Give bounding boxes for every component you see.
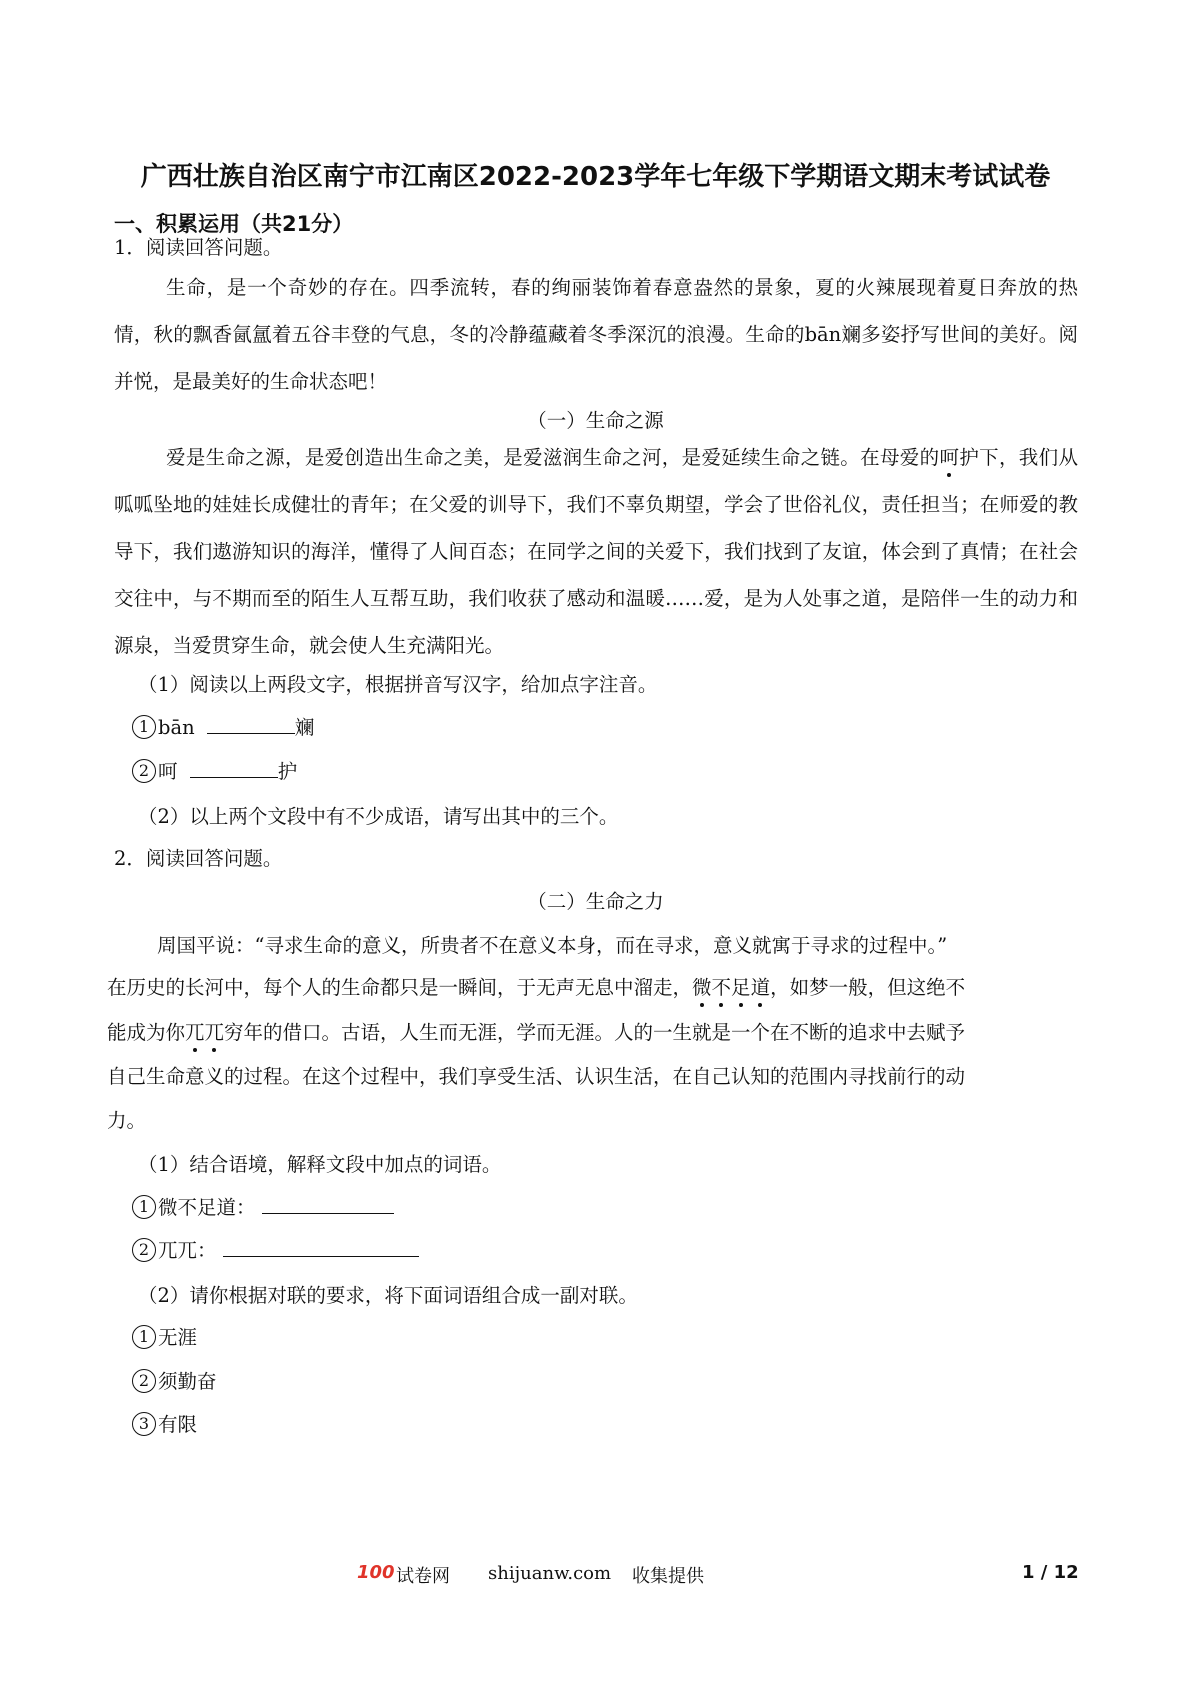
circled-number: 2 — [132, 1238, 156, 1262]
circled-number: 2 — [132, 759, 156, 783]
q1-sub-2: （2）以上两个文段中有不少成语，请写出其中的三个。 — [138, 805, 619, 828]
site-url[interactable]: shijuanw.com — [488, 1563, 612, 1584]
q2-sub-2: （2）请你根据对联的要求，将下面词语组合成一副对联。 — [138, 1284, 638, 1307]
q1-sub-1: （1）阅读以上两段文字，根据拼音写汉字，给加点字注音。 — [138, 673, 658, 696]
circled-number: 1 — [132, 1195, 156, 1219]
answer-blank[interactable] — [190, 759, 278, 778]
dotted-char: 兀 — [185, 1021, 205, 1044]
option-3 — [132, 1409, 197, 1438]
question-1-intro: 生命，是一个奇妙的存在。四季流转，春的绚丽装饰着春意盎然的景象，夏的火辣展现着夏日奔放的热情，秋的飘香氤氲着五谷丰登的气息，冬的冷静蕴藏着冬季深沉的浪漫。生命的bān斓多姿抒写世间的美好。阅并悦，是最美好的生命状态吧！ — [114, 276, 1078, 393]
passage-2-line-1: 周国平说：“寻求生命的意义，所贵者不在意义本身，而在寻求，意义就寓于寻求的过程中。” — [157, 934, 948, 957]
passage-2-line-4: 自己生命意义的过程。在这个过程中，我们享受生活、认识生活，在自己认知的范围内寻找前行的动 — [107, 1065, 966, 1088]
passage-2-line-2 — [107, 972, 965, 1000]
dotted-char: 道 — [750, 976, 771, 999]
char-text: 斓 — [294, 716, 315, 739]
circled-number: 2 — [132, 1369, 156, 1393]
char-text: 呵 — [158, 760, 178, 783]
term-text: 兀兀： — [158, 1239, 217, 1262]
site-logo: 100 — [357, 1562, 395, 1583]
text: ，如梦一般，但这绝不 — [770, 976, 966, 999]
term-text: 微不足道： — [158, 1196, 256, 1219]
site-name: 试卷网 — [396, 1566, 450, 1587]
option-2 — [132, 1366, 217, 1395]
option-text: 须勤奋 — [158, 1370, 217, 1393]
text: 能成为你 — [107, 1021, 186, 1044]
q2-item-2 — [132, 1235, 419, 1264]
text: 在历史的长河中，每个人的生命都只是一瞬间，于无声无息中溜走， — [107, 976, 693, 999]
part-2-title: （二）生命之力 — [527, 890, 664, 913]
circled-number: 1 — [132, 715, 156, 739]
dotted-char: 呵 — [939, 446, 960, 469]
answer-blank[interactable] — [207, 715, 295, 734]
q2-sub-1: （1）结合语境，解释文段中加点的词语。 — [138, 1153, 502, 1176]
dotted-char: 足 — [731, 976, 751, 999]
answer-blank[interactable] — [262, 1195, 394, 1214]
q1-item-2 — [132, 756, 297, 785]
dotted-char: 不 — [711, 976, 732, 999]
dotted-char: 微 — [692, 976, 712, 999]
page-footer — [0, 1562, 1191, 1592]
char-text: 护 — [277, 760, 298, 783]
circled-number: 3 — [132, 1412, 156, 1436]
passage-1-text-a: 爱是生命之源，是爱创造出生命之美，是爱滋润生命之河，是爱延续生命之链。在母爱的 — [166, 446, 940, 469]
page-number: 1 / 12 — [1022, 1562, 1079, 1583]
passage-2-line-5: 力。 — [107, 1109, 147, 1132]
circled-number: 1 — [132, 1325, 156, 1349]
passage-1 — [114, 434, 1078, 669]
credit-text: 收集提供 — [632, 1566, 704, 1587]
q1-item-1 — [132, 712, 314, 741]
option-1 — [132, 1322, 197, 1351]
passage-1-text-b: 护下，我们从呱呱坠地的娃娃长成健壮的青年；在父爱的训导下，我们不辜负期望，学会了世俗礼仪，责任担当；在师爱的教导下，我们遨游知识的海洋，懂得了人间百态；在同学之间的关爱下，我们找到了友谊，体会到了真情；在社会交往中，与不期而至的陌生人互帮互助，我们收获了感动和温暖……爱，是为人处事之道，是陪伴一生的动力和源泉，当爱贯穿生命，就会使人生充满阳光。 — [114, 446, 1078, 657]
option-text: 有限 — [158, 1413, 198, 1436]
part-1-title: （一）生命之源 — [527, 409, 664, 432]
question-2-label: 2．阅读回答问题。 — [114, 847, 283, 870]
q2-item-1 — [132, 1192, 394, 1221]
option-text: 无涯 — [158, 1326, 198, 1349]
dotted-char: 兀 — [204, 1021, 225, 1044]
page-title: 广西壮族自治区南宁市江南区2022-2023学年七年级下学期语文期末考试试卷 — [140, 162, 1051, 192]
passage-2-line-3 — [107, 1017, 965, 1045]
question-1-label: 1．阅读回答问题。 — [114, 236, 283, 259]
section-heading: 一、积累运用（共21分） — [114, 212, 354, 236]
answer-blank[interactable] — [223, 1238, 419, 1257]
text: 穷年的借口。古语，人生而无涯，学而无涯。人的一生就是一个在不断的追求中去赋予 — [224, 1021, 966, 1044]
pinyin-text: bān — [158, 716, 195, 739]
